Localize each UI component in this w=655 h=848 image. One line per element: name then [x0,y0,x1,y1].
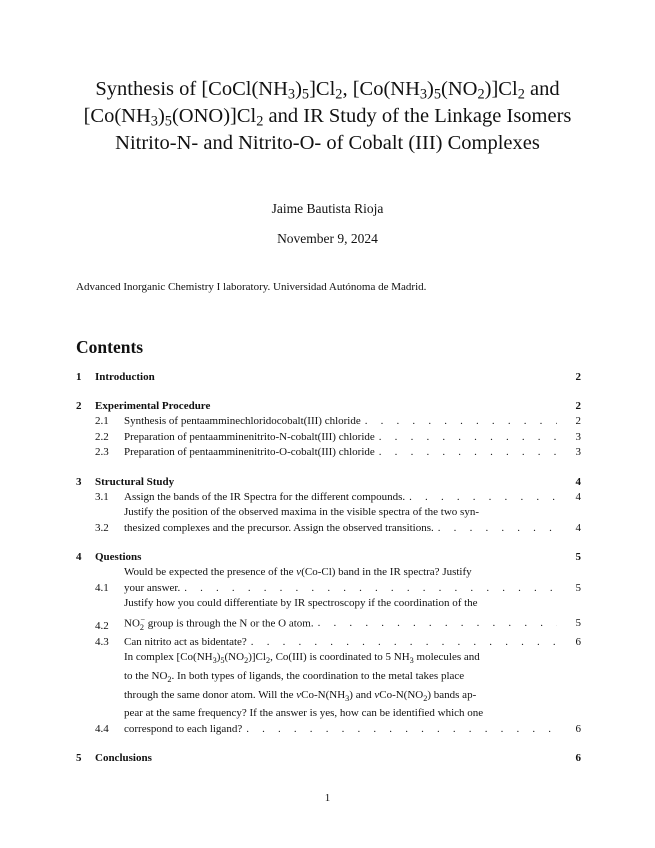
toc-subsection-title: Justify the position of the observed maxima in the visible spectra of the two syn- thesized complexes and the precursor. Assign the observed transitions. . . . 4 [124,505,581,536]
toc-subsection[interactable] [76,430,581,446]
toc-subsection-title: Preparation of pentaamminenitrito-N-cobalt(III) chloride . . . 3 [124,430,581,446]
toc-section-title: Structural Study [95,475,175,488]
toc-section[interactable] [76,399,581,414]
toc-subsection-title: Assign the bands of the IR Spectra for the different compounds. . . . 4 [124,490,581,506]
toc-subsection[interactable] [76,490,581,506]
toc-subsection-title: Would be expected the presence of the ν(Co-Cl) band in the IR spectra? Justify your answer. . . . 5 [124,565,581,596]
toc-subsection[interactable] [76,505,581,536]
toc-leader-dots [318,616,557,632]
toc-subsection-number: 4.4 [95,722,109,735]
toc-section-page: 2 [575,400,581,412]
toc-section-page: 2 [575,371,581,383]
document-title: Synthesis of $[CoCl(NH_3)_5]Cl_2$, $[Co(NH_3)_5(NO_2)]Cl_2$ and $[Co(NH_3)_5(ONO)]Cl_2$ and IR Study of the Linkage Isomers Nitrito-N- and Nitrito-O- of Cobalt (III) Complexes [83,78,572,154]
toc-section-number: 4 [76,551,82,563]
toc-section-page: 4 [575,475,581,488]
toc-heading: Contents [76,337,144,357]
toc-section-title: Introduction [95,371,155,383]
toc-section[interactable] [76,370,581,385]
toc-leader-dots [365,414,557,430]
date: November 9, 2024 [277,231,378,246]
toc-subsection-page: 2 [575,415,581,427]
toc-subsection-page: 5 [575,581,581,594]
toc-section[interactable] [76,751,581,766]
toc-subsection-number: 2.2 [95,430,109,443]
toc-section-title: Experimental Procedure [95,400,211,412]
toc-section-title: Questions [95,551,142,563]
toc-section-number: 2 [76,400,82,412]
toc-leader-dots [246,722,557,738]
toc-subsection-number: 3.2 [95,521,109,534]
toc-subsection-page: 6 [575,635,581,648]
toc-leader-dots [438,521,557,537]
toc-section-page: 6 [575,752,581,765]
toc-subsection[interactable] [76,445,581,461]
author: Jaime Bautista Rioja [271,201,384,216]
toc-section-page: 5 [575,551,581,563]
toc-subsection-title: Justify how you could differentiate by IR spectroscopy if the coordination of the $NO_2^-$ group is through the N or the O atom. . . . 5 [124,596,581,635]
toc-subsection-page: 6 [575,722,581,735]
toc-subsection[interactable] [76,565,581,596]
toc-subsection-title: Synthesis of pentaamminechloridocobalt(III) chloride . . . 2 [124,414,581,430]
toc-subsection-number: 2.1 [95,415,109,427]
toc-leader-dots [409,490,557,506]
toc-subsection-page: 3 [575,446,581,458]
toc-subsection[interactable] [76,596,581,635]
toc-subsection-number: 3.1 [95,490,109,503]
toc-subsection-title: Preparation of pentaamminenitrito-O-cobalt(III) chloride . . . 3 [124,445,581,461]
toc-subsection-title: In complex $[Co(NH_3)_5(NO_2)]Cl_2$, Co(III) is coordinated to 5 $NH_3$ molecules and to the $NO_2$. In both types of ligands, the coordination to the metal takes place through the same donor atom. Will the νCo-$N(NH_3)$ and νCo-$N(NO_2)$ bands ap- pear at the same frequency? If the answer is yes, how can be identified which one correspond to each ligand? . . . 6 [124,650,581,737]
affiliation: Advanced Inorganic Chemistry I laboratory. Universidad Autónoma de Madrid. [76,281,427,293]
toc-leader-dots [379,445,557,461]
toc-subsection-number: 2.3 [95,446,109,458]
toc-section-number: 5 [76,752,82,765]
toc-subsection-number: 4.1 [95,581,109,594]
toc-leader-dots [251,635,557,651]
toc-subsection[interactable] [76,635,581,651]
toc-subsection[interactable] [76,650,581,737]
toc-section-number: 3 [76,475,82,488]
table-of-contents [76,370,581,766]
toc-subsection-title: Can nitrito act as bidentate? . . . 6 [124,635,581,651]
toc-subsection[interactable] [76,414,581,430]
toc-subsection-page: 3 [575,430,581,443]
toc-leader-dots [184,581,557,597]
page-number: 1 [324,792,331,804]
toc-section-title: Conclusions [95,752,152,765]
toc-subsection-number: 4.2 [95,620,109,633]
toc-section-number: 1 [76,371,82,383]
toc-subsection-page: 5 [575,617,581,630]
toc-subsection-page: 4 [575,490,581,503]
toc-subsection-page: 4 [575,521,581,534]
toc-leader-dots [379,430,557,446]
toc-section[interactable] [76,475,581,490]
toc-section[interactable] [76,550,581,565]
toc-subsection-number: 4.3 [95,635,109,648]
